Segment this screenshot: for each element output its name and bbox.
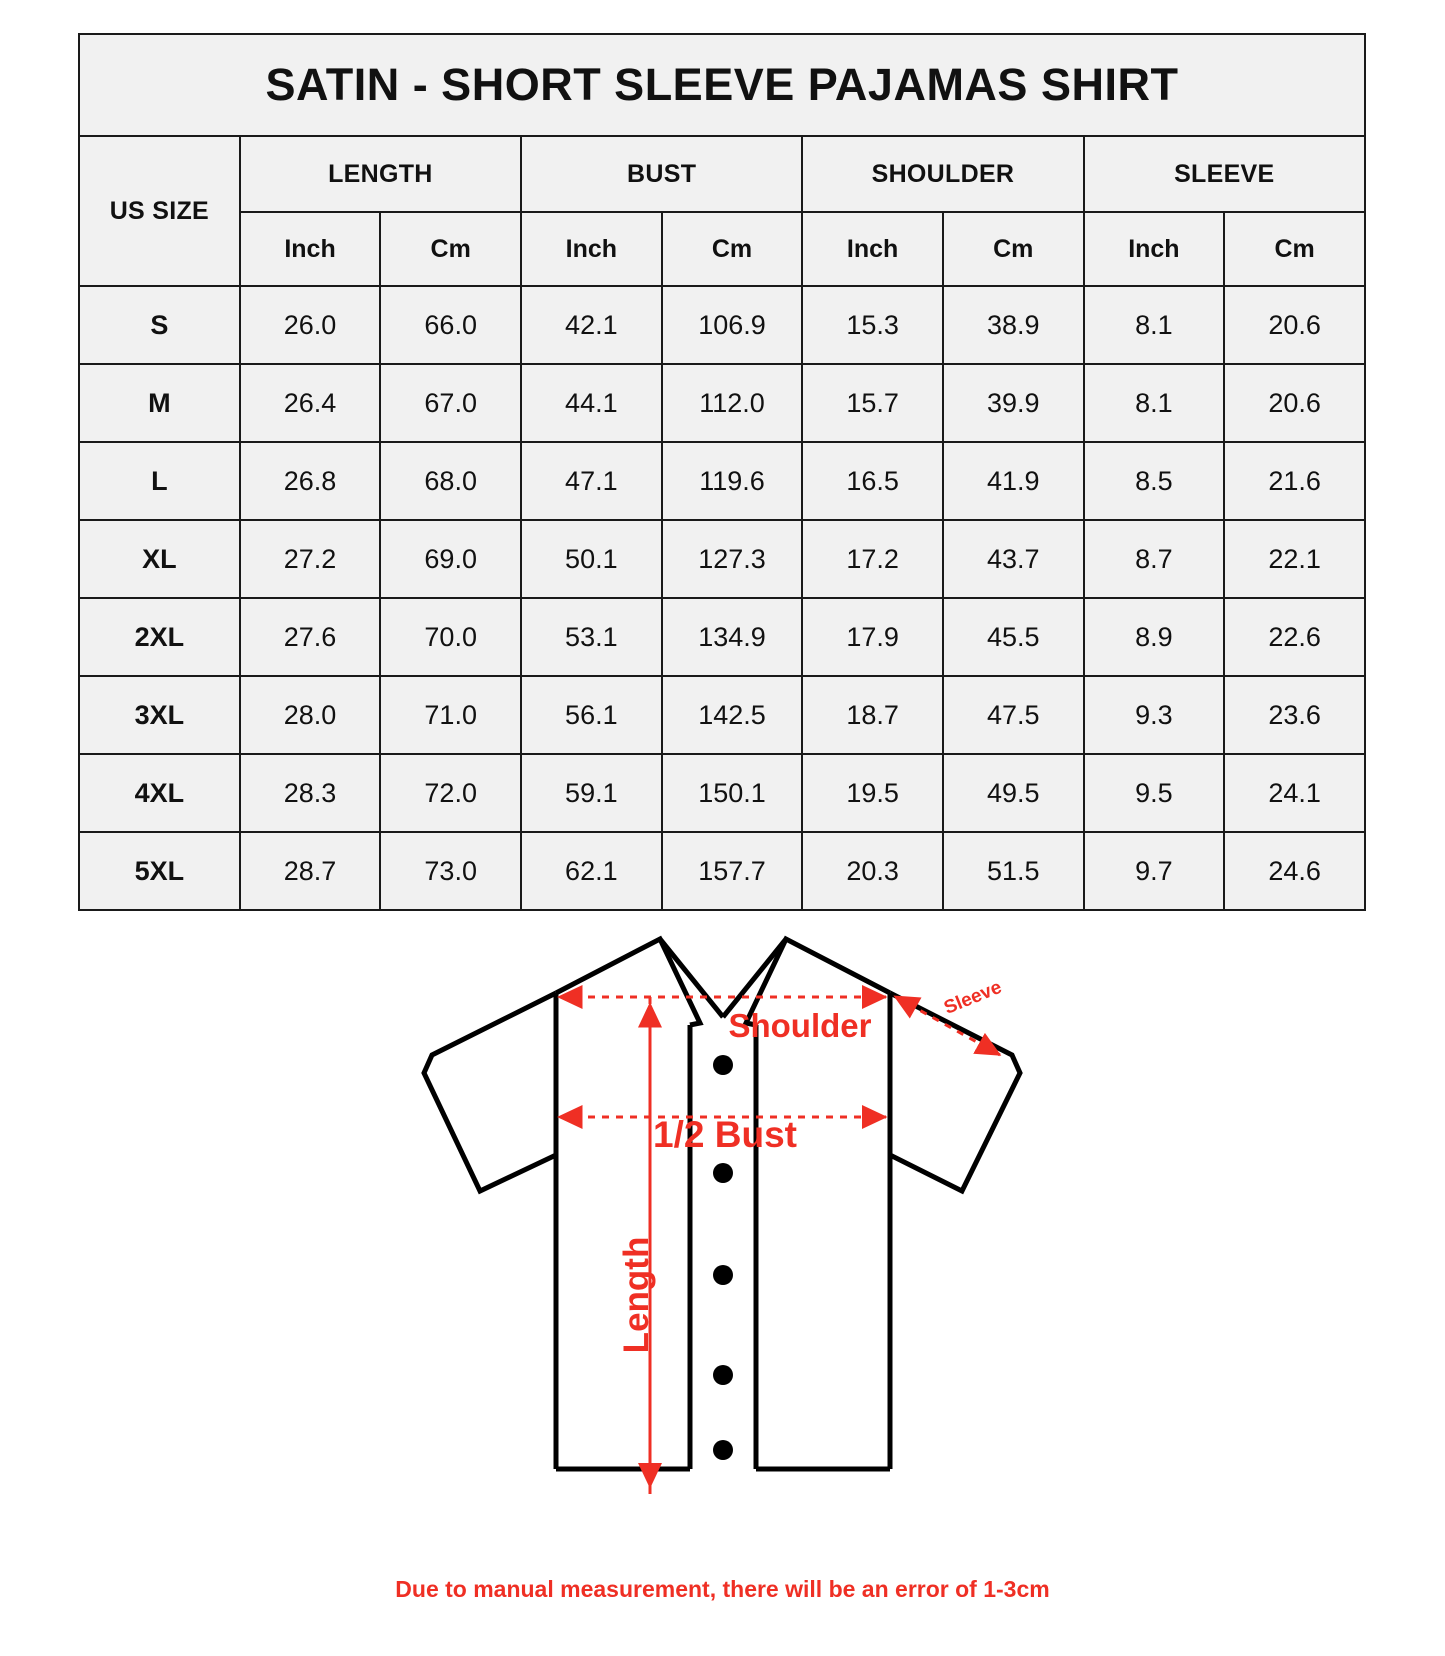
cell-length-inch: 28.0 bbox=[240, 676, 381, 754]
unit-sleeve-cm: Cm bbox=[1224, 212, 1365, 286]
cell-length-cm: 67.0 bbox=[380, 364, 521, 442]
unit-sleeve-inch: Inch bbox=[1084, 212, 1225, 286]
cell-bust-cm: 112.0 bbox=[662, 364, 803, 442]
column-header-us-size: US SIZE bbox=[79, 136, 240, 286]
cell-shoulder-inch: 16.5 bbox=[802, 442, 943, 520]
cell-length-cm: 71.0 bbox=[380, 676, 521, 754]
label-sleeve: Sleeve bbox=[941, 976, 1005, 1019]
cell-sleeve-inch: 8.7 bbox=[1084, 520, 1225, 598]
title-row bbox=[79, 34, 1365, 136]
cell-shoulder-inch: 18.7 bbox=[802, 676, 943, 754]
cell-sleeve-inch: 8.5 bbox=[1084, 442, 1225, 520]
column-header-length: LENGTH bbox=[240, 136, 521, 212]
cell-bust-inch: 42.1 bbox=[521, 286, 662, 364]
cell-sleeve-cm: 24.1 bbox=[1224, 754, 1365, 832]
row-size: 2XL bbox=[79, 598, 240, 676]
cell-shoulder-cm: 51.5 bbox=[943, 832, 1084, 910]
unit-header-row bbox=[79, 212, 1365, 286]
cell-shoulder-inch: 15.7 bbox=[802, 364, 943, 442]
cell-length-inch: 26.0 bbox=[240, 286, 381, 364]
measurement-note: Due to manual measurement, there will be an error of 1-3cm bbox=[395, 1576, 1050, 1602]
cell-length-inch: 26.4 bbox=[240, 364, 381, 442]
row-size: M bbox=[79, 364, 240, 442]
cell-length-inch: 26.8 bbox=[240, 442, 381, 520]
column-header-sleeve: SLEEVE bbox=[1084, 136, 1365, 212]
unit-shoulder-inch: Inch bbox=[802, 212, 943, 286]
row-size: 3XL bbox=[79, 676, 240, 754]
cell-shoulder-cm: 38.9 bbox=[943, 286, 1084, 364]
cell-length-inch: 27.6 bbox=[240, 598, 381, 676]
cell-shoulder-cm: 41.9 bbox=[943, 442, 1084, 520]
table-row bbox=[79, 520, 1365, 598]
cell-length-cm: 68.0 bbox=[380, 442, 521, 520]
cell-shoulder-inch: 17.2 bbox=[802, 520, 943, 598]
table-row bbox=[79, 754, 1365, 832]
cell-shoulder-inch: 20.3 bbox=[802, 832, 943, 910]
cell-length-cm: 73.0 bbox=[380, 832, 521, 910]
cell-shoulder-inch: 19.5 bbox=[802, 754, 943, 832]
cell-shoulder-cm: 45.5 bbox=[943, 598, 1084, 676]
cell-sleeve-inch: 9.7 bbox=[1084, 832, 1225, 910]
unit-shoulder-cm: Cm bbox=[943, 212, 1084, 286]
cell-bust-cm: 134.9 bbox=[662, 598, 803, 676]
label-shoulder: Shoulder bbox=[728, 1007, 872, 1044]
row-size: L bbox=[79, 442, 240, 520]
table-row bbox=[79, 598, 1365, 676]
cell-bust-inch: 56.1 bbox=[521, 676, 662, 754]
cell-bust-inch: 59.1 bbox=[521, 754, 662, 832]
cell-sleeve-inch: 8.1 bbox=[1084, 286, 1225, 364]
cell-length-cm: 70.0 bbox=[380, 598, 521, 676]
cell-shoulder-cm: 43.7 bbox=[943, 520, 1084, 598]
table-row bbox=[79, 364, 1365, 442]
cell-sleeve-cm: 20.6 bbox=[1224, 364, 1365, 442]
group-header-row bbox=[79, 136, 1365, 212]
cell-bust-inch: 62.1 bbox=[521, 832, 662, 910]
cell-bust-cm: 150.1 bbox=[662, 754, 803, 832]
row-size: 5XL bbox=[79, 832, 240, 910]
cell-sleeve-cm: 22.1 bbox=[1224, 520, 1365, 598]
cell-sleeve-cm: 22.6 bbox=[1224, 598, 1365, 676]
size-table bbox=[78, 33, 1366, 911]
cell-sleeve-cm: 21.6 bbox=[1224, 442, 1365, 520]
size-table-container bbox=[78, 33, 1366, 911]
table-row bbox=[79, 676, 1365, 754]
cell-length-inch: 27.2 bbox=[240, 520, 381, 598]
row-size: 4XL bbox=[79, 754, 240, 832]
cell-length-inch: 28.3 bbox=[240, 754, 381, 832]
table-row bbox=[79, 286, 1365, 364]
cell-shoulder-cm: 49.5 bbox=[943, 754, 1084, 832]
row-size: XL bbox=[79, 520, 240, 598]
cell-length-cm: 69.0 bbox=[380, 520, 521, 598]
cell-sleeve-inch: 8.9 bbox=[1084, 598, 1225, 676]
unit-length-cm: Cm bbox=[380, 212, 521, 286]
cell-sleeve-cm: 23.6 bbox=[1224, 676, 1365, 754]
cell-sleeve-cm: 24.6 bbox=[1224, 832, 1365, 910]
shirt-measurement-diagram bbox=[0, 905, 1445, 1525]
unit-length-inch: Inch bbox=[240, 212, 381, 286]
cell-sleeve-cm: 20.6 bbox=[1224, 286, 1365, 364]
cell-shoulder-inch: 17.9 bbox=[802, 598, 943, 676]
cell-bust-cm: 106.9 bbox=[662, 286, 803, 364]
unit-bust-inch: Inch bbox=[521, 212, 662, 286]
column-header-shoulder: SHOULDER bbox=[802, 136, 1083, 212]
cell-bust-cm: 142.5 bbox=[662, 676, 803, 754]
cell-shoulder-cm: 47.5 bbox=[943, 676, 1084, 754]
column-header-bust: BUST bbox=[521, 136, 802, 212]
cell-bust-inch: 50.1 bbox=[521, 520, 662, 598]
cell-bust-cm: 157.7 bbox=[662, 832, 803, 910]
cell-length-cm: 66.0 bbox=[380, 286, 521, 364]
cell-bust-inch: 47.1 bbox=[521, 442, 662, 520]
cell-sleeve-inch: 9.5 bbox=[1084, 754, 1225, 832]
cell-bust-cm: 119.6 bbox=[662, 442, 803, 520]
cell-sleeve-inch: 8.1 bbox=[1084, 364, 1225, 442]
unit-bust-cm: Cm bbox=[662, 212, 803, 286]
cell-shoulder-cm: 39.9 bbox=[943, 364, 1084, 442]
label-bust: 1/2 Bust bbox=[653, 1114, 797, 1155]
table-row bbox=[79, 832, 1365, 910]
cell-shoulder-inch: 15.3 bbox=[802, 286, 943, 364]
cell-length-inch: 28.7 bbox=[240, 832, 381, 910]
cell-sleeve-inch: 9.3 bbox=[1084, 676, 1225, 754]
cell-bust-inch: 44.1 bbox=[521, 364, 662, 442]
table-row bbox=[79, 442, 1365, 520]
cell-length-cm: 72.0 bbox=[380, 754, 521, 832]
cell-bust-inch: 53.1 bbox=[521, 598, 662, 676]
page-title: SATIN - SHORT SLEEVE PAJAMAS SHIRT bbox=[79, 34, 1365, 136]
cell-bust-cm: 127.3 bbox=[662, 520, 803, 598]
row-size: S bbox=[79, 286, 240, 364]
label-length: Length bbox=[617, 1236, 656, 1354]
